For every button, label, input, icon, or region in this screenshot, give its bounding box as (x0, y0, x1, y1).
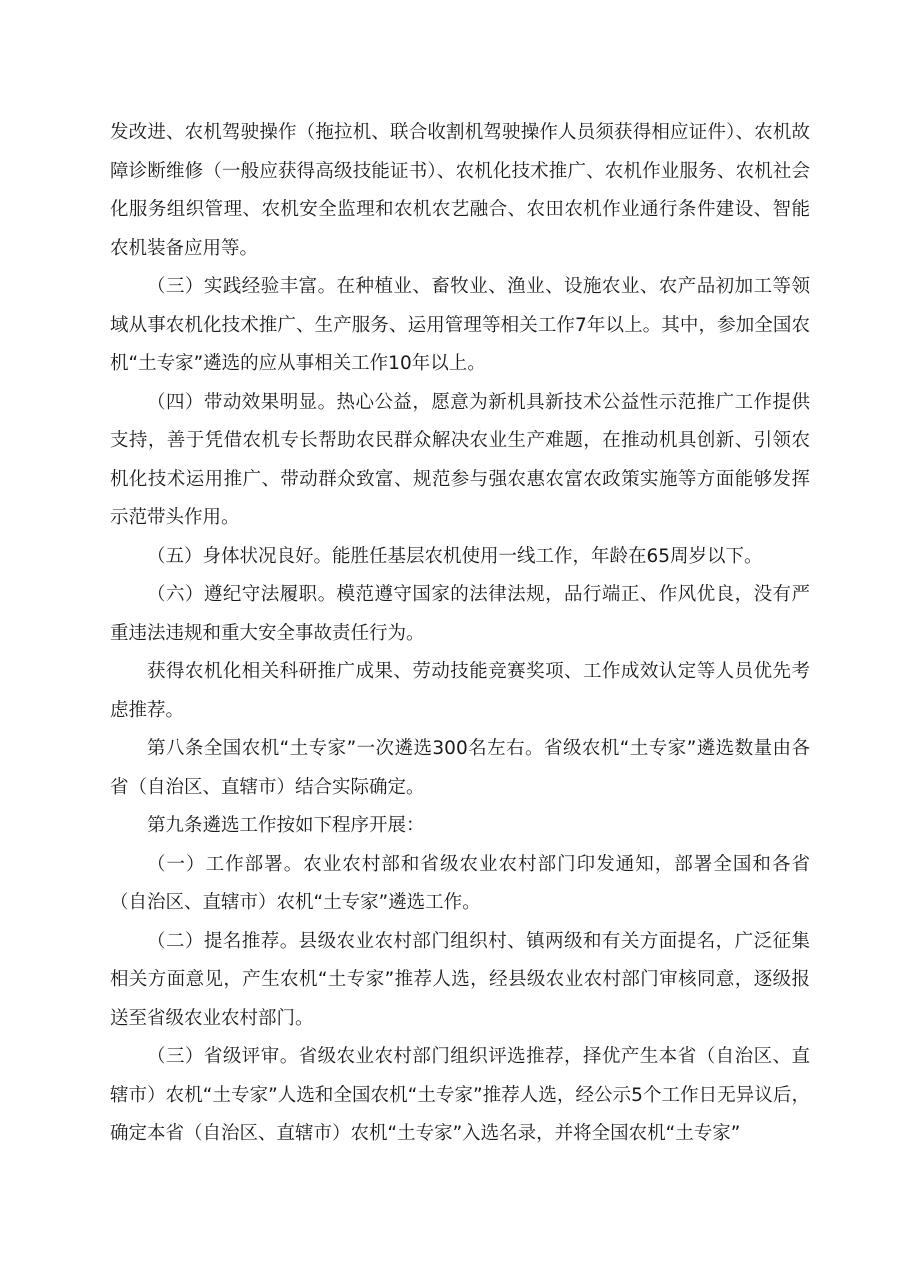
paragraph-nomination: （二）提名推荐。县级农业农村部门组织村、镇两级和有关方面提名，广泛征集相关方面意见，产生农机“土专家”推荐人选，经县级农业农村部门审核同意，逐级报送至省级农业农村部门。 (110, 930, 810, 1029)
paragraph-practical-experience: （三）实践经验丰富。在种植业、畜牧业、渔业、设施农业、农产品初加工等领域从事农机化技术推广、生产服务、运用管理等相关工作7年以上。其中，参加全国农机“土专家”遴选的应从事相关工作10年以上。 (110, 276, 810, 374)
paragraph-provincial-review: （三）省级评审。省级农业农村部门组织评选推荐，择优产生本省（自治区、直辖市）农机“土专家”人选和全国农机“土专家”推荐人选，经公示5个工作日无异议后，确定本省（自治区、直辖市）农机“土专家”入选名录，并将全国农机“土专家” (110, 1046, 810, 1144)
paragraph-article-8: 第八条全国农机“土专家”一次遴选300名左右。省级农机“土专家”遴选数量由各省（自治区、直辖市）结合实际确定。 (110, 738, 810, 798)
paragraph-leading-effect: （四）带动效果明显。热心公益，愿意为新机具新技术公益性示范推广工作提供支持，善于凭借农机专长帮助农民群众解决农业生产难题，在推动机具创新、引领农机化技术运用推广、带动群众致富、规范参与强农惠农富农政策实施等方面能够发挥示范带头作用。 (110, 391, 810, 528)
paragraph-law-abiding: （六）遵纪守法履职。模范遵守国家的法律法规，品行端正、作风优良，没有严重违法违规和重大安全事故责任行为。 (110, 584, 810, 644)
paragraph-work-deployment: （一）工作部署。农业农村部和省级农业农村部门印发通知，部署全国和各省（自治区、直辖市）农机“土专家”遴选工作。 (110, 853, 810, 913)
document-page (110, 114, 810, 1154)
paragraph-continuation: 发改进、农机驾驶操作（拖拉机、联合收割机驾驶操作人员须获得相应证件）、农机故障诊断维修（一般应获得高级技能证书）、农机化技术推广、农机作业服务、农机社会化服务组织管理、农机安全监理和农机农艺融合、农田农机作业通行条件建设、智能农机装备应用等。 (110, 122, 810, 259)
paragraph-article-9: 第九条遴选工作按如下程序开展： (147, 815, 425, 836)
paragraph-health: （五）身体状况良好。能胜任基层农机使用一线工作，年龄在65周岁以下。 (147, 545, 763, 567)
paragraph-priority: 获得农机化相关科研推广成果、劳动技能竞赛奖项、工作成效认定等人员优先考虑推荐。 (110, 661, 810, 721)
